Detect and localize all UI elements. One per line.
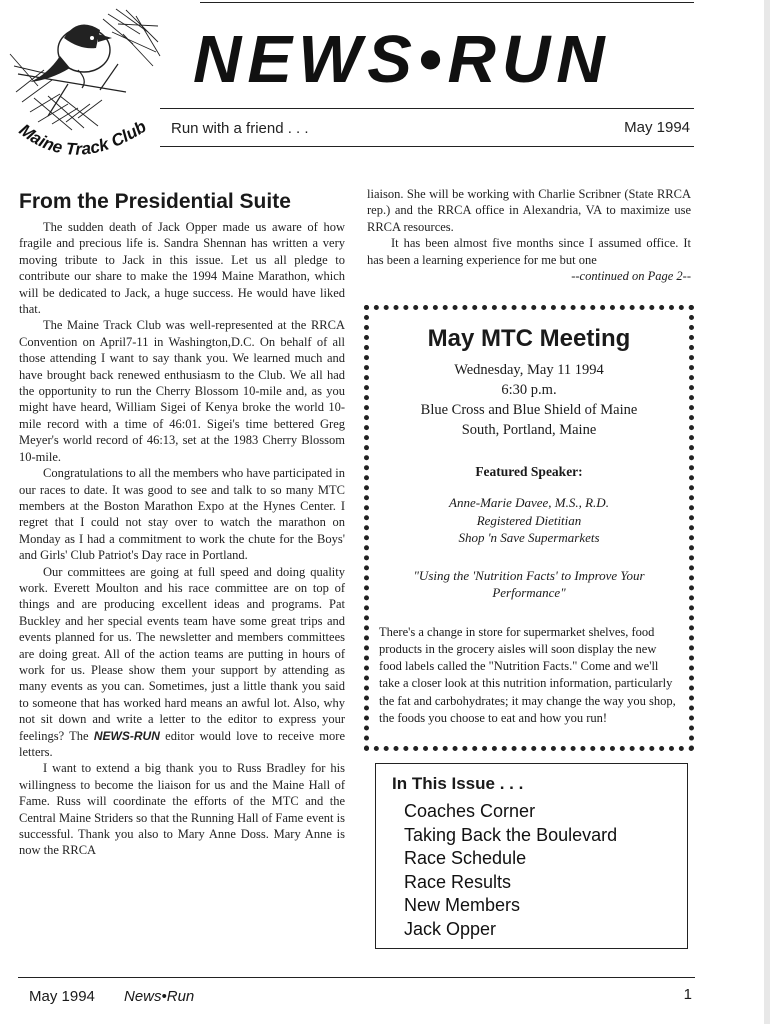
list-item: New Members (404, 895, 521, 915)
article-paragraph: It has been almost five months since I assumed office. It has been a learning experience for me but one (367, 236, 691, 267)
article-title: From the Presidential Suite (19, 190, 291, 213)
logo-text: Maine Track Club (15, 116, 150, 159)
maine-track-club-logo (8, 4, 168, 172)
publication-name: NEWS-RUN (93, 728, 160, 743)
chickadee-icon (8, 4, 168, 172)
continued-note: --continued on Page 2-- (571, 269, 691, 284)
meeting-title: May MTC Meeting (427, 325, 631, 352)
masthead-top-rule (200, 2, 694, 3)
footer-rule (18, 977, 695, 978)
masthead-title: NEWS•RUN (193, 22, 611, 97)
meeting-date: Wednesday, May 11 1994 (454, 362, 604, 378)
list-item: Race Schedule (404, 848, 527, 868)
tagline: Run with a friend . . . (171, 120, 309, 137)
article-right-column (367, 186, 691, 284)
speaker-role: Registered Dietitian (476, 512, 582, 528)
masthead-bottom-rule (160, 146, 694, 147)
talk-title: "Using the 'Nutrition Facts' to Improve Your Performance" (413, 567, 645, 600)
list-item: Race Results (404, 871, 512, 892)
masthead-rule (160, 108, 694, 109)
speaker-label: Featured Speaker: (475, 464, 583, 479)
article-paragraph (19, 564, 345, 761)
meeting-location: South, Portland, Maine (461, 422, 597, 438)
list-item: Taking Back the Boulevard (404, 824, 618, 845)
page-number: 1 (683, 986, 692, 1003)
list-item: Jack Opper (404, 918, 497, 939)
svg-text:Maine Track Club (16, 117, 150, 159)
in-this-issue-title: In This Issue . . . (392, 774, 524, 793)
article-paragraph: I want to extend a big thank you to Russ Bradley for his willingness to become the liaison for us and the Maine Hall of Fame. Russ will coordinate the efforts of the MTC and the Central Maine Striders so that the Running Hall of Fame event is successful. Thank you also to Mary Anne Doss. Mary Anne is now the RRCA (19, 761, 345, 858)
article-paragraph: Congratulations to all the members who have participated in our races to date. It was good to see and talk to so many MTC members at the Boston Marathon Expo at the Hynes Center. I regret that I could not stay over to watch the marathon on Monday as I had a commitment to work the chute for the Boys' and Girls' Club Patriot's Day race in Portland. (19, 466, 346, 563)
meeting-description: There's a change in store for supermarket shelves, food products in the grocery aisles will soon display the new food labels called the "Nutrition Facts." Come and we'll take a closer look at this nutrition information, particularly the fat and carbohydrates; it may change the way you shop, the foods you choose to eat and how you run! (379, 624, 676, 725)
speaker-organization: Shop 'n Save Supermarkets (458, 530, 600, 545)
footer-publication: News•Run (124, 988, 195, 1005)
article-paragraph: The sudden death of Jack Opper made us aware of how fragile and precious life is. Sandra Shennan has written a very moving tribute to Jack in this issue. Let us all pledge to contribute our share to make the 1994 Maine Marathon, which will be dedicated to Jack, a huge success. He would have liked that. (19, 220, 345, 317)
meeting-time: 6:30 p.m. (501, 382, 557, 398)
meeting-venue: Blue Cross and Blue Shield of Maine (420, 402, 638, 418)
in-this-issue-box (375, 763, 688, 949)
speaker-name: Anne-Marie Davee, M.S., R.D. (449, 495, 609, 510)
article-paragraph: liaison. She will be working with Charlie Scribner (State RRCA rep.) and the RRCA office in Alexandria, VA to maximize use RRCA resources. (367, 187, 691, 234)
article-paragraph: The Maine Track Club was well-represented at the RRCA Convention on April7-11 in Washington,D.C. On behalf of all those attending I want to say thank you. We learned much and have brought back renewed enthusiasm to the Club. We all had the opportunity to run the Cherry Blossom 10-mile and, as you might have heard, William Sigei of Kenya broke the world 10-mile record with a time of 46:01. Sigei's time bettered Greg Meyer's world record of 46:13, set at the 1983 Cherry Blossom 10-mile. (19, 318, 345, 464)
meeting-notice-box (364, 305, 694, 751)
in-this-issue-list (392, 800, 671, 941)
issue-date: May 1994 (624, 119, 690, 136)
footer-date: May 1994 (29, 988, 95, 1005)
scan-edge (764, 0, 770, 1024)
list-item: Coaches Corner (404, 801, 536, 821)
article-left-column (19, 188, 345, 859)
article-paragraph-text: Our committees are going at full speed and doing quality work. Everett Moulton and his race committee are on top of things and are producing excellent ideas and programs. Pat Buckley and her special events team have some great trips and events planned for us. The newsletter and members committees are doing great. All of the action teams are putting in hours of work for us. Please show them your support by attending as many events as you can. Sometimes, just a little thank you said to someone that has worked hard means an awful lot. Also, why not sit down and write a letter to the editor to express your feelings? The (19, 564, 345, 743)
article-paragraph-tail: editor would love to receive more letters. (19, 728, 345, 759)
